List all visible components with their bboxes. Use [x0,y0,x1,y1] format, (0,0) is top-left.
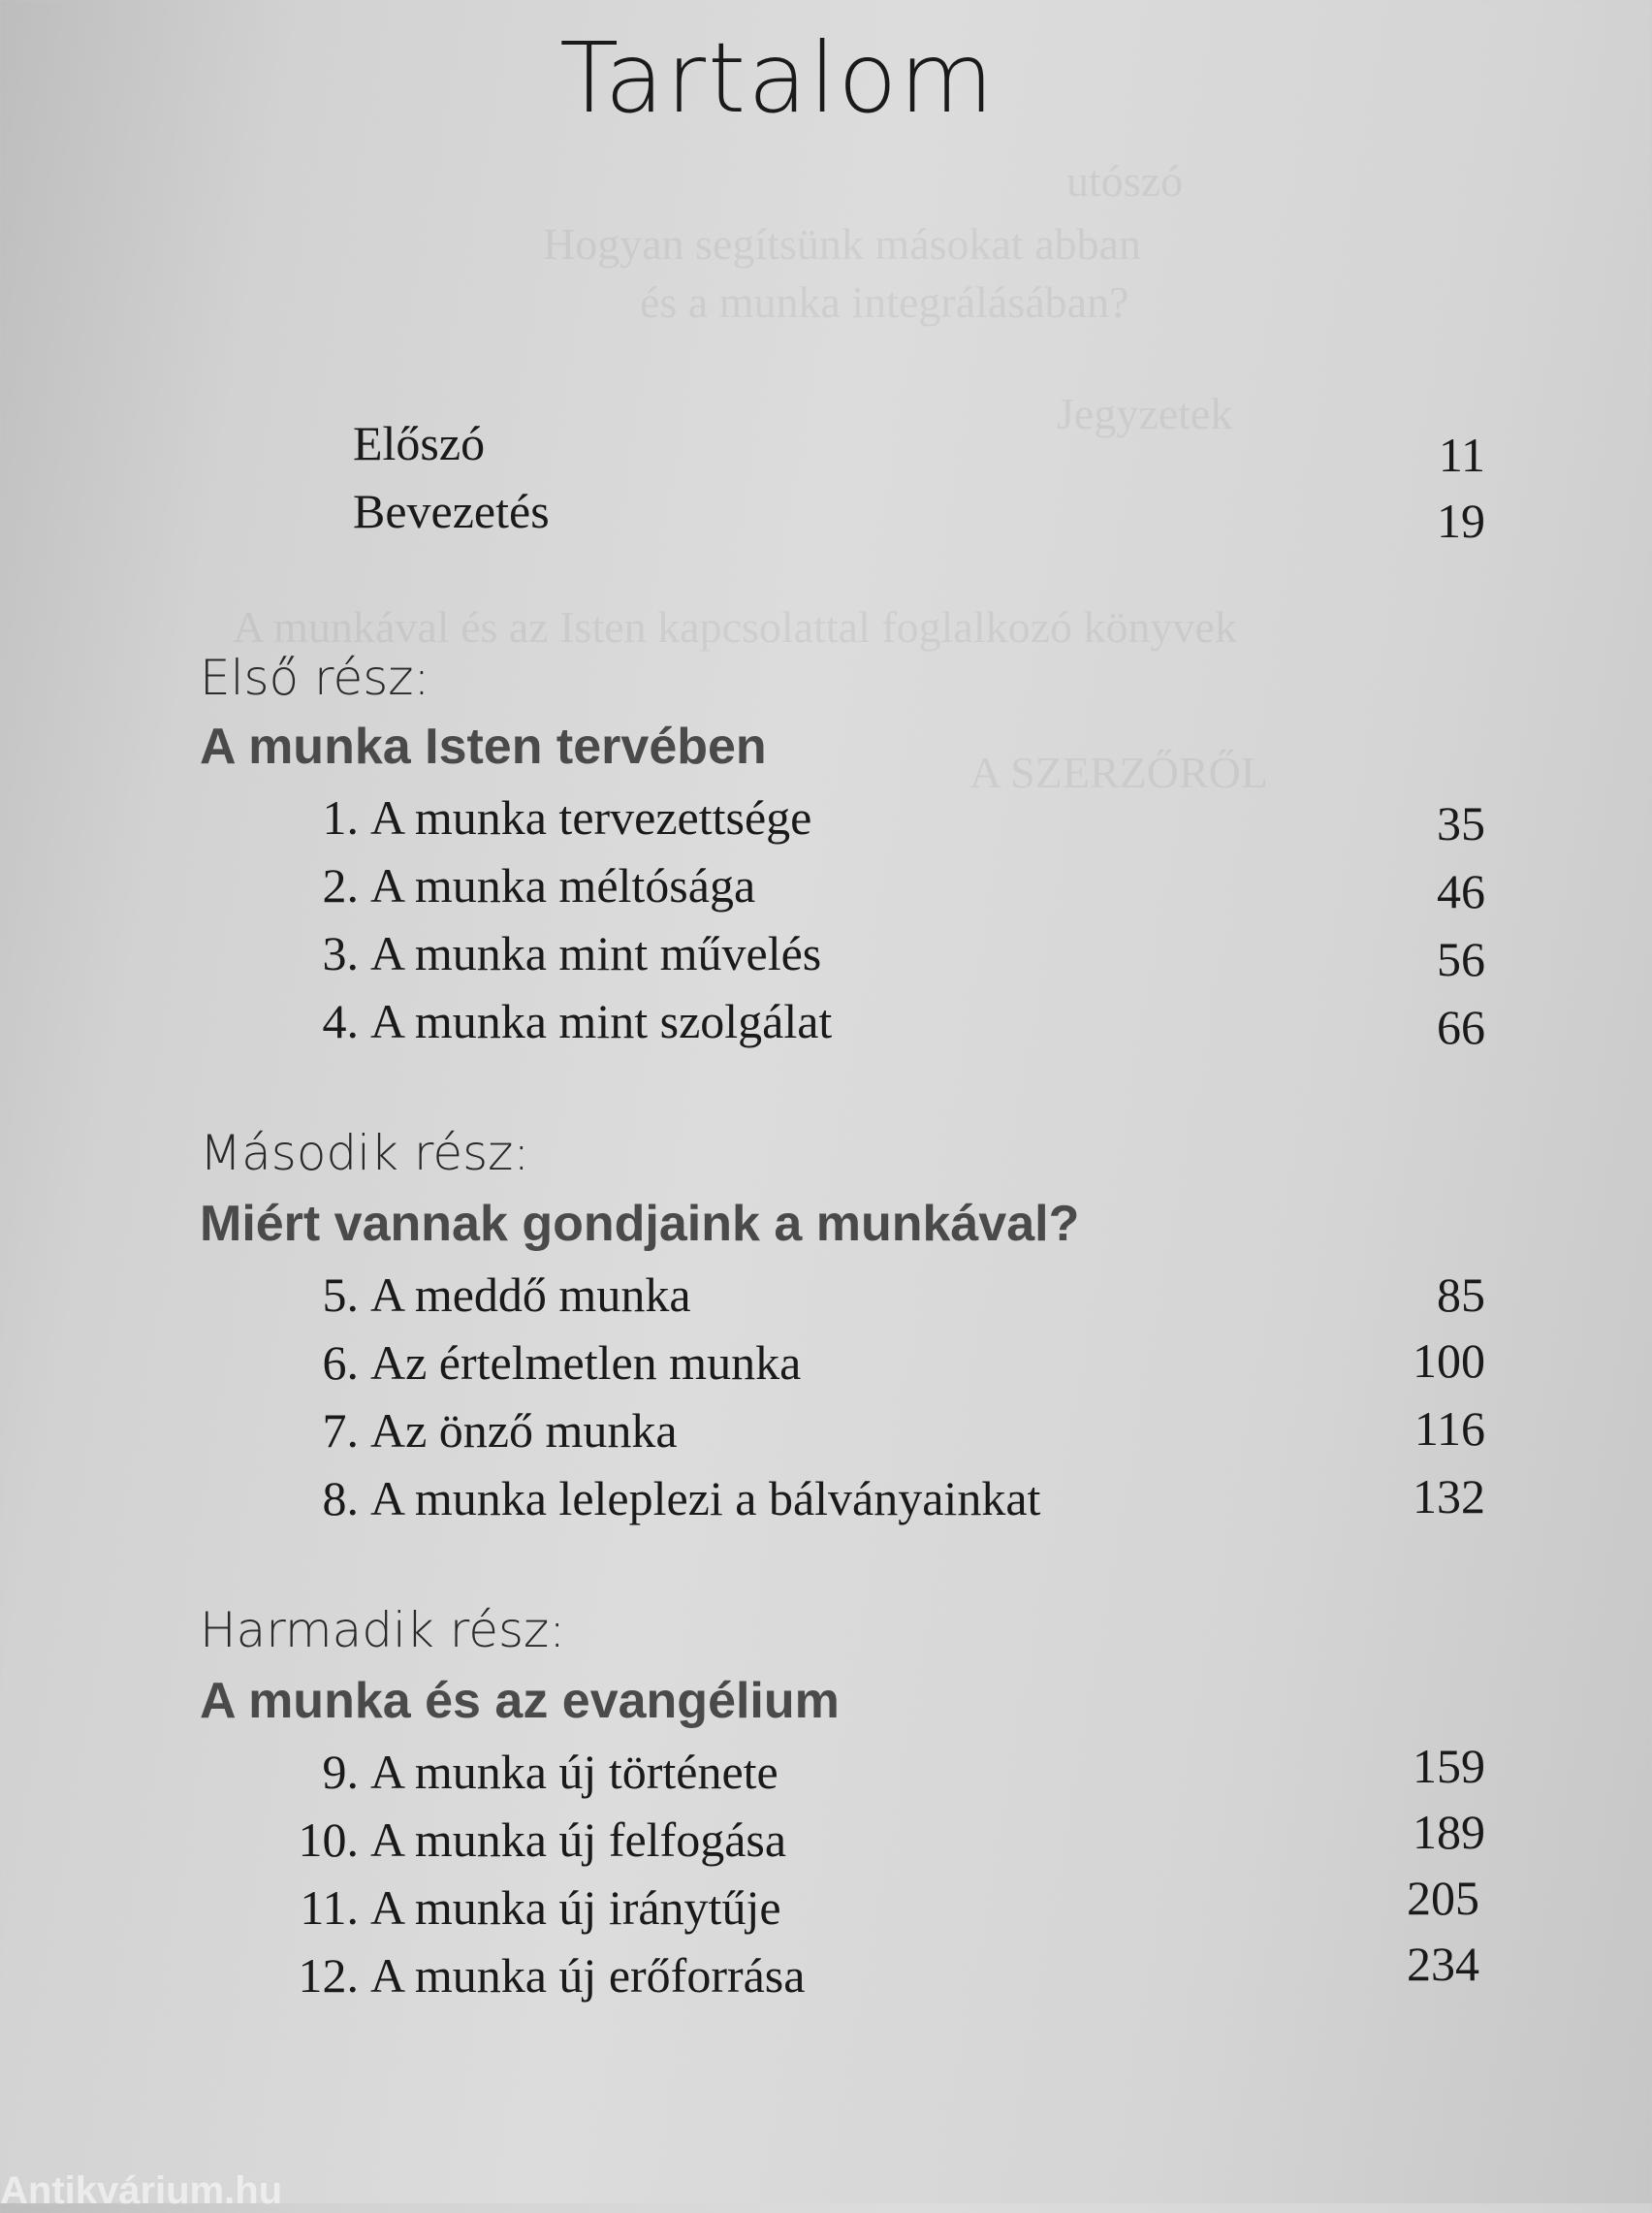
chapter-page-number: 189 [1413,1805,1485,1859]
chapter-title: A munka új iránytűje [370,1880,781,1935]
chapter-title: A munka mint művelés [370,926,822,980]
chapter-number: 2. [322,858,359,913]
chapter-title: A meddő munka [370,1267,691,1322]
chapter-title: A munka leleplezi a bálványainkat [370,1471,1041,1525]
part-title: A munka és az evangélium [200,1673,840,1729]
entry-page-number: 19 [1437,494,1485,548]
entry-title: Bevezetés [353,484,550,538]
chapter-title: A munka mint szolgálat [370,994,833,1048]
chapter-number: 11. [300,1880,359,1935]
chapter-number: 7. [322,1403,359,1458]
chapter-number: 10. [298,1812,359,1867]
watermark-text: Antikvárium.hu [0,2169,283,2212]
chapter-page-number: 132 [1413,1469,1485,1523]
chapter-number: 12. [298,1948,359,2003]
part-label: Harmadik rész: [200,1602,566,1658]
chapter-number: 8. [322,1471,359,1525]
chapter-page-number: 159 [1413,1739,1485,1793]
chapter-number: 1. [322,790,359,845]
chapter-page-number: 85 [1437,1267,1485,1322]
chapter-page-number: 66 [1437,1000,1485,1054]
chapter-number: 5. [322,1267,359,1322]
chapter-number: 6. [322,1335,359,1390]
chapter-title: Az értelmetlen munka [370,1335,802,1390]
chapter-number: 4. [322,994,359,1048]
chapter-title: A munka új története [370,1745,778,1799]
chapter-number: 3. [322,926,359,980]
reverse-page-bleed: Jegyzetek [1057,389,1233,438]
entry-page-number: 11 [1438,428,1485,482]
chapter-number: 9. [322,1745,359,1799]
part-label: Második rész: [200,1125,530,1181]
chapter-page-number: 234 [1407,1937,1479,1991]
chapter-page-number: 35 [1437,796,1485,850]
chapter-title: A munka új felfogása [370,1812,787,1867]
chapter-title: Az önző munka [370,1403,678,1458]
chapter-page-number: 116 [1414,1401,1485,1456]
reverse-page-bleed: utószó [1066,156,1184,206]
chapter-page-number: 205 [1407,1871,1479,1925]
chapter-title: A munka tervezettsége [370,790,812,845]
entry-title: Előszó [353,416,486,470]
chapter-page-number: 56 [1437,932,1485,986]
chapter-title: A munka új erőforrása [370,1948,806,2003]
part-title: A munka Isten tervében [200,719,767,775]
part-label: Első rész: [200,650,430,706]
reverse-page-bleed: és a munka integrálásában? [640,277,1129,327]
chapter-title: A munka méltósága [370,858,756,913]
reverse-page-bleed: A SZERZŐRŐL [969,748,1268,797]
reverse-page-bleed: A munkával és az Isten kapcsolattal foglalkozó könyvek [233,602,1237,652]
chapter-page-number: 100 [1413,1333,1485,1388]
reverse-page-bleed: Hogyan segítsünk másokat abban [543,219,1142,269]
chapter-page-number: 46 [1437,864,1485,918]
page-title: Tartalom [559,21,996,135]
part-title: Miért vannak gondjaink a munkával? [200,1196,1080,1252]
